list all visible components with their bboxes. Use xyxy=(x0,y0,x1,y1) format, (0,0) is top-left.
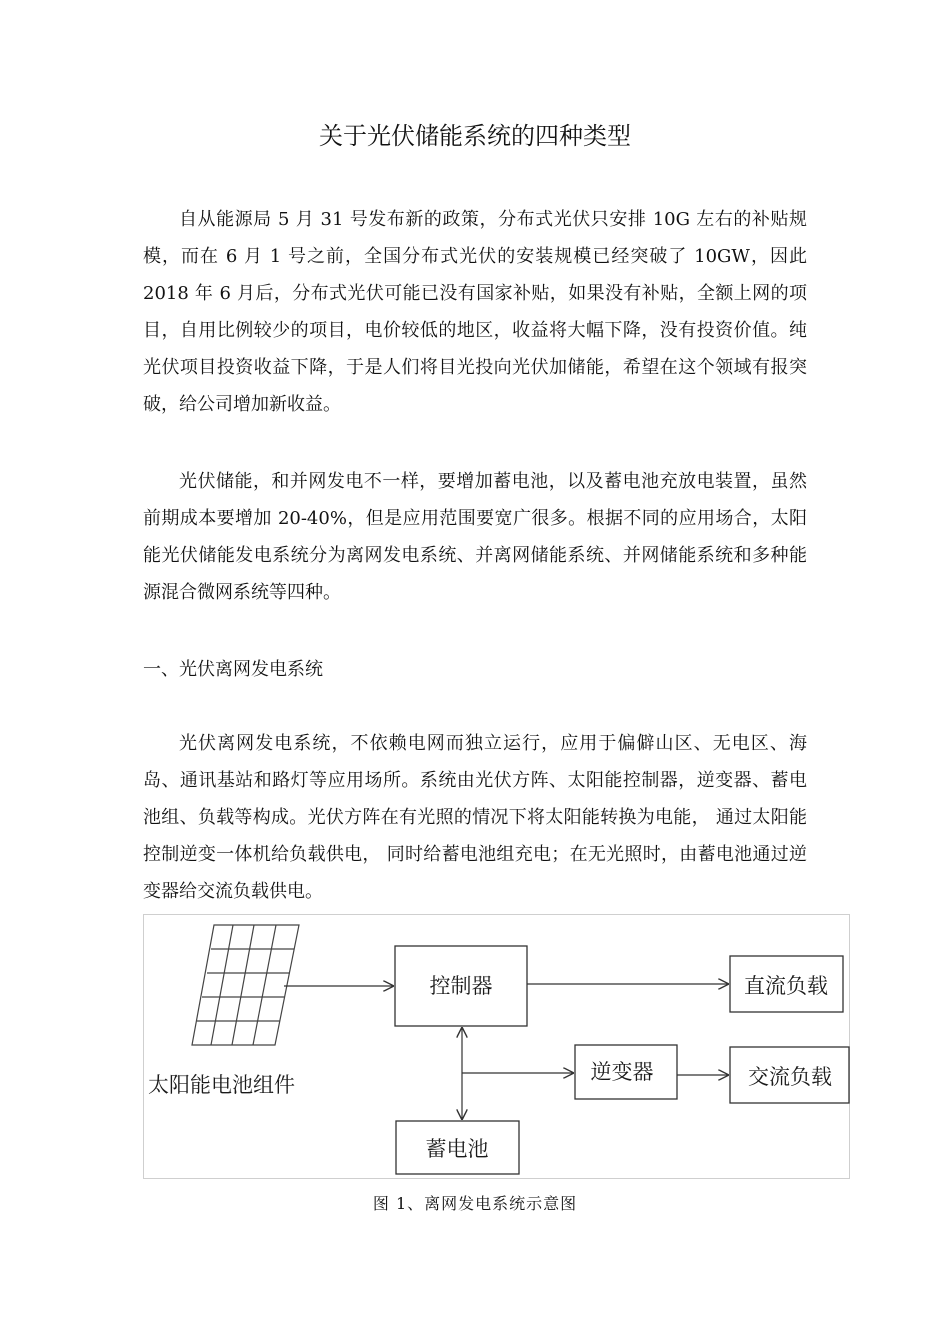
dc-load-label: 直流负载 xyxy=(744,974,828,998)
paragraph-offgrid: 光伏离网发电系统，不依赖电网而独立运行，应用于偏僻山区、无电区、海岛、通讯基站和路灯等应用场所。系统由光伏方阵、太阳能控制器，逆变器、蓄电池组、负载等构成。光伏方阵在有光照的情况下将太阳能转换为电能， 通过太阳能控制逆变一体机给负载供电， 同时给蓄电池组充电；在无光照时，由蓄电池通过逆变器给交流负载供电。 xyxy=(143,733,807,902)
paragraph-storage: 光伏储能，和并网发电不一样，要增加蓄电池，以及蓄电池充放电装置，虽然前期成本要增加 20-40%，但是应用范围要宽广很多。根据不同的应用场合，太阳能光伏储能发电系统分为离网发电系统、并离网储能系统、并网储能系统和多种能源混合微网系统等四种。 xyxy=(143,471,807,603)
controller-label: 控制器 xyxy=(429,974,493,998)
solar-panel-icon xyxy=(192,925,299,1045)
diagram-svg xyxy=(144,915,851,1180)
offgrid-system-diagram xyxy=(143,914,850,1179)
section-heading: 一、光伏离网发电系统 xyxy=(143,659,323,680)
battery-label: 蓄电池 xyxy=(425,1137,489,1161)
figure-caption: 图 1、离网发电系统示意图 xyxy=(372,1194,578,1213)
document-title: 关于光伏储能系统的四种类型 xyxy=(319,122,631,150)
inverter-label: 逆变器 xyxy=(590,1060,654,1084)
paragraph-intro: 自从能源局 5 月 31 号发布新的政策，分布式光伏只安排 10G 左右的补贴规模，而在 6 月 1 号之前，全国分布式光伏的安装规模已经突破了 10GW，因此 2018 年 6 月后，分布式光伏可能已没有国家补贴，如果没有补贴，全额上网的项目，自用比例较少的项目，电价较低的地区，收益将大幅下降，没有投资价值。纯光伏项目投资收益下降，于是人们将目光投向光伏加储能，希望在这个领域有报突破，给公司增加新收益。 xyxy=(143,209,807,415)
ac-load-label: 交流负载 xyxy=(748,1065,832,1089)
solar-panel-label: 太阳能电池组件 xyxy=(148,1073,295,1097)
